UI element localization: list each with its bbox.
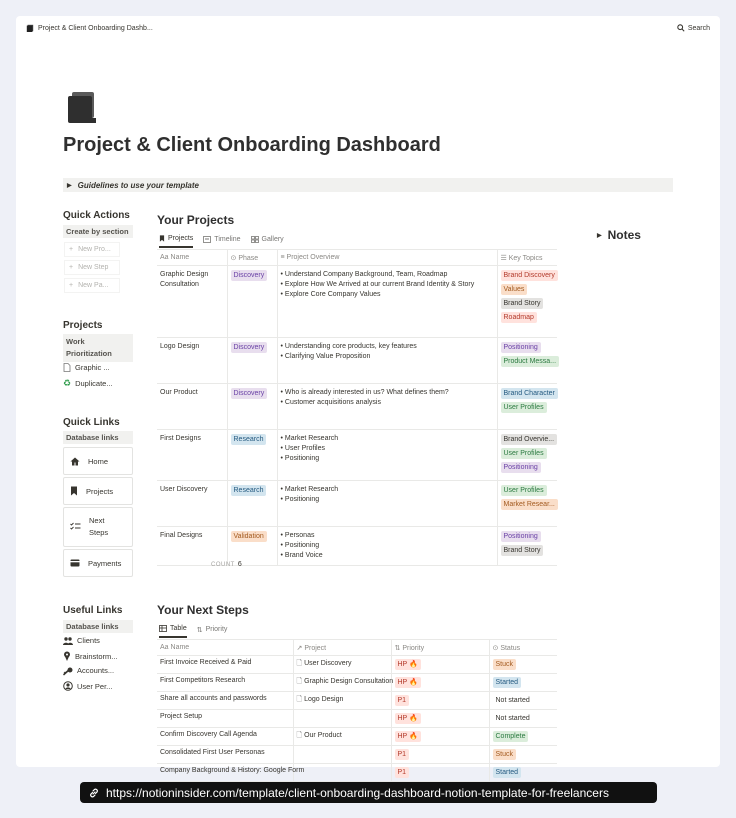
- project-link[interactable]: User Discovery: [304, 660, 352, 667]
- cell-status[interactable]: [489, 656, 557, 674]
- quick-link-projects[interactable]: [63, 477, 133, 505]
- breadcrumb[interactable]: [26, 24, 153, 32]
- guidelines-label: Guidelines to use your template: [77, 180, 199, 190]
- projects-table: [157, 249, 557, 566]
- column-header-status[interactable]: ⊙ Status: [489, 640, 557, 656]
- tag: Research: [231, 485, 267, 496]
- column-label: Phase: [238, 254, 259, 262]
- overview-line: • User Profiles: [280, 445, 325, 452]
- tag: Positioning: [501, 462, 541, 473]
- cell-key-topics[interactable]: [497, 430, 557, 481]
- gallery-icon: [251, 236, 259, 243]
- quick-link-label: Projects: [86, 486, 114, 496]
- document-icon: 🗋: [296, 660, 305, 667]
- quick-link-home[interactable]: [63, 447, 133, 475]
- overview-line: • Explore Core Company Values: [280, 291, 381, 298]
- next-steps-table: [157, 639, 557, 782]
- tag: Values: [501, 284, 528, 295]
- projects-count: [211, 561, 242, 568]
- projects-view-tabs: [159, 235, 284, 248]
- page-logo-icon: [68, 92, 98, 124]
- cell-key-topics[interactable]: [497, 384, 557, 430]
- source-url-banner[interactable]: [80, 782, 657, 803]
- notion-window: [16, 16, 720, 776]
- tab-label: Gallery: [261, 236, 284, 243]
- table-icon: [159, 625, 167, 632]
- overview-line: • Positioning: [280, 455, 320, 462]
- project-name-line: Graphic Design: [160, 271, 209, 278]
- toggle-triangle-icon: ▶: [67, 182, 72, 189]
- topic-list: [501, 388, 555, 416]
- tag: Discovery: [231, 388, 268, 399]
- overview-line: • Explore How We Arrived at our current Brand Identity & Story: [280, 281, 475, 288]
- table-row[interactable]: [157, 746, 557, 764]
- tab-table-view[interactable]: [159, 625, 187, 638]
- tag: Positioning: [501, 531, 541, 542]
- tag: HP 🔥: [395, 677, 421, 688]
- tab-priority-view[interactable]: [197, 625, 228, 638]
- useful-link-accounts[interactable]: [63, 666, 114, 675]
- plus-icon: +: [69, 282, 74, 289]
- tag: Research: [231, 434, 267, 445]
- project-name-line: Logo Design: [160, 343, 200, 350]
- cell-name[interactable]: Confirm Discovery Call Agenda: [157, 728, 293, 746]
- bookmark-icon: [159, 235, 165, 242]
- quick-link-payments[interactable]: [63, 549, 133, 577]
- next-steps-heading: Your Next Steps: [157, 603, 249, 617]
- notes-toggle[interactable]: [597, 228, 641, 242]
- useful-link-user-personas[interactable]: [63, 681, 112, 691]
- column-label: Name: [170, 254, 190, 261]
- tag: Product Messa...: [501, 356, 560, 367]
- search-icon: [677, 24, 685, 32]
- document-icon: [63, 363, 71, 372]
- column-label: Project Overview: [286, 254, 340, 261]
- source-url: https://notioninsider.com/template/client-onboarding-dashboard-notion-template-for-freelancers: [106, 785, 609, 800]
- tag: Started: [493, 767, 522, 778]
- tab-projects-view[interactable]: [159, 235, 193, 248]
- tag: P1: [395, 767, 410, 778]
- quick-actions-sub: Create by section: [63, 225, 133, 238]
- project-link-graphic[interactable]: [63, 363, 110, 372]
- tag: Discovery: [231, 270, 268, 281]
- column-header-project[interactable]: ↗ Project: [293, 640, 391, 656]
- home-icon: [70, 457, 80, 466]
- new-step-label: New Step: [78, 264, 109, 271]
- cell-overview[interactable]: [277, 481, 497, 527]
- overview-line: • Personas: [280, 532, 315, 539]
- tab-label: Projects: [168, 235, 194, 242]
- project-link-label: Graphic ...: [75, 363, 110, 372]
- cell-key-topics[interactable]: [497, 481, 557, 527]
- table-row[interactable]: [157, 656, 557, 674]
- project-link-duplicate[interactable]: [63, 378, 113, 389]
- people-icon: [63, 637, 73, 645]
- tag: Not started: [493, 713, 533, 724]
- cell-overview[interactable]: [277, 430, 497, 481]
- checklist-icon: [70, 522, 81, 532]
- cell-name[interactable]: Share all accounts and passwords: [157, 692, 293, 710]
- tag: Complete: [493, 731, 529, 742]
- project-link-label: Duplicate...: [75, 379, 113, 388]
- column-header-phase[interactable]: ⊙ Phase: [227, 250, 277, 266]
- new-project-button[interactable]: [64, 242, 120, 257]
- cell-name[interactable]: [157, 481, 227, 527]
- cell-project[interactable]: [293, 674, 394, 692]
- column-label: Status: [500, 644, 521, 652]
- project-name-line: Consultation: [160, 281, 199, 288]
- column-label: Name: [170, 644, 190, 651]
- tag: Stuck: [493, 659, 517, 670]
- column-header-name[interactable]: Aa Name: [157, 250, 227, 266]
- cell-status[interactable]: [489, 728, 557, 746]
- tab-timeline-view[interactable]: [203, 235, 240, 248]
- sort-icon: ⇅: [196, 626, 203, 634]
- topic-list: [501, 270, 555, 326]
- table-row[interactable]: [157, 430, 557, 481]
- cell-key-topics[interactable]: [497, 266, 557, 338]
- cell-project[interactable]: [293, 710, 391, 728]
- table-row[interactable]: [157, 710, 557, 728]
- document-icon: 🗋: [296, 696, 305, 703]
- project-link[interactable]: Graphic Design Consultation: [304, 678, 394, 685]
- tab-gallery-view[interactable]: [251, 235, 284, 248]
- quick-links-heading: Quick Links: [63, 417, 120, 428]
- recycle-icon: ♻: [63, 378, 72, 388]
- tag: Not started: [493, 695, 533, 706]
- table-row[interactable]: [157, 728, 557, 746]
- new-payment-button[interactable]: [64, 278, 120, 293]
- cell-project[interactable]: [293, 692, 391, 710]
- tag: Brand Story: [501, 545, 544, 556]
- quick-link-label: Next Steps: [89, 516, 109, 537]
- overview-line: • Clarifying Value Proposition: [280, 353, 371, 360]
- cell-status[interactable]: [489, 692, 557, 710]
- table-row[interactable]: [157, 527, 557, 566]
- table-row[interactable]: [157, 384, 557, 430]
- tag: Stuck: [493, 749, 517, 760]
- work-prioritization-sub: Work Prioritization: [63, 334, 133, 362]
- user-circle-icon: [63, 681, 73, 691]
- cell-priority[interactable]: [391, 710, 489, 728]
- cell-phase[interactable]: [227, 266, 277, 338]
- cell-priority[interactable]: [391, 746, 489, 764]
- projects-table-header: [157, 250, 557, 266]
- cell-phase[interactable]: [227, 481, 277, 527]
- overview-line: • Who is already interested in us? What defines them?: [280, 389, 449, 396]
- useful-link-clients[interactable]: [63, 636, 100, 645]
- cell-project[interactable]: [293, 728, 391, 746]
- cell-priority[interactable]: [391, 728, 489, 746]
- projects-side-heading: Projects: [63, 320, 103, 331]
- tag: Roadmap: [501, 312, 537, 323]
- quick-links-sub: Database links: [63, 431, 133, 444]
- cell-project[interactable]: [293, 656, 391, 674]
- cell-status[interactable]: [489, 746, 557, 764]
- your-projects-heading: Your Projects: [157, 213, 235, 227]
- useful-links-heading: Useful Links: [63, 605, 123, 616]
- breadcrumb-label: Project & Client Onboarding Dashb...: [38, 24, 153, 32]
- cell-overview[interactable]: [277, 527, 497, 566]
- timeline-icon: [203, 236, 211, 243]
- cell-name[interactable]: [157, 430, 227, 481]
- count-label: COUNT: [211, 562, 235, 568]
- count-value: 6: [237, 561, 243, 568]
- overview-line: • Brand Voice: [280, 552, 323, 559]
- table-row[interactable]: [157, 338, 557, 384]
- project-name-line: Our Product: [160, 389, 198, 396]
- search-button[interactable]: [677, 24, 710, 32]
- cell-overview[interactable]: [277, 338, 497, 384]
- table-row[interactable]: [157, 266, 557, 338]
- cell-project[interactable]: [293, 746, 391, 764]
- link-icon: [88, 787, 100, 799]
- overview-line: • Market Research: [280, 486, 339, 493]
- quick-actions-heading: Quick Actions: [63, 210, 130, 221]
- column-header-priority[interactable]: ⇅ Priority: [391, 640, 489, 656]
- new-payment-label: New Pa...: [78, 282, 109, 289]
- cell-name[interactable]: [157, 384, 227, 430]
- new-step-button[interactable]: [64, 260, 120, 275]
- tag: HP 🔥: [395, 713, 421, 724]
- topic-list: [501, 434, 555, 476]
- overview-line: • Positioning: [280, 542, 320, 549]
- plus-icon: +: [69, 264, 74, 271]
- tag: Validation: [231, 531, 267, 542]
- column-label: Project: [304, 644, 327, 652]
- project-name-line: User Discovery: [160, 486, 208, 493]
- new-project-label: New Pro...: [78, 246, 111, 253]
- useful-link-brainstorm[interactable]: [63, 651, 118, 661]
- project-name-line: First Designs: [160, 435, 201, 442]
- tag: HP 🔥: [395, 731, 421, 742]
- card-icon: [70, 559, 80, 567]
- next-steps-view-tabs: [159, 625, 227, 638]
- tag: P1: [395, 749, 410, 760]
- cell-priority[interactable]: [391, 692, 489, 710]
- overview-line: • Positioning: [280, 496, 320, 503]
- cell-name[interactable]: Company Background & History: Google Form: [157, 764, 293, 782]
- useful-link-label: Brainstorm...: [75, 651, 118, 661]
- column-header-name[interactable]: Aa Name: [157, 640, 293, 656]
- project-name-line: Final Designs: [160, 532, 203, 539]
- document-icon: 🗋: [296, 678, 305, 685]
- cell-phase[interactable]: [227, 338, 277, 384]
- cell-priority[interactable]: [391, 656, 489, 674]
- cell-name[interactable]: [157, 266, 227, 338]
- cell-overview[interactable]: [277, 384, 497, 430]
- overview-line: • Understanding core products, key features: [280, 343, 417, 350]
- topic-list: [501, 531, 555, 559]
- table-row[interactable]: [157, 692, 557, 710]
- tag: User Profiles: [501, 485, 547, 496]
- cell-name[interactable]: First Competitors Research: [157, 674, 293, 692]
- key-icon: [63, 667, 73, 675]
- project-link[interactable]: Our Product: [304, 732, 342, 739]
- column-label: Priority: [402, 644, 425, 652]
- tag: User Profiles: [501, 448, 547, 459]
- guidelines-toggle[interactable]: [63, 178, 673, 192]
- tag: Brand Character: [501, 388, 558, 399]
- column-header-overview[interactable]: ≡ Project Overview: [277, 250, 497, 266]
- cell-name[interactable]: Consolidated First User Personas: [157, 746, 293, 764]
- cell-priority[interactable]: [391, 764, 489, 782]
- cell-status[interactable]: [489, 710, 557, 728]
- document-icon: 🗋: [296, 732, 305, 739]
- page-title: Project & Client Onboarding Dashboard: [63, 134, 441, 156]
- tag: HP 🔥: [395, 659, 421, 670]
- table-row[interactable]: [157, 764, 557, 782]
- cell-name[interactable]: Project Setup: [157, 710, 293, 728]
- quick-link-next-steps[interactable]: [63, 507, 133, 547]
- tab-label: Priority: [205, 626, 228, 633]
- cell-status[interactable]: [489, 674, 557, 692]
- tag: P1: [395, 695, 410, 706]
- tag: Started: [493, 677, 522, 688]
- cell-phase[interactable]: [227, 430, 277, 481]
- plus-icon: +: [69, 246, 74, 253]
- tab-label: Table: [170, 625, 187, 632]
- cell-name[interactable]: [157, 527, 227, 566]
- cell-phase[interactable]: [227, 527, 277, 566]
- notes-heading: Notes: [607, 228, 641, 242]
- pin-icon: [63, 651, 71, 661]
- top-bar: [16, 16, 720, 42]
- tag: Brand Overvie...: [501, 434, 558, 445]
- useful-link-label: Accounts...: [77, 666, 115, 675]
- cell-name[interactable]: [157, 338, 227, 384]
- column-label: Key Topics: [508, 254, 543, 262]
- useful-link-label: User Per...: [77, 681, 113, 691]
- useful-links-sub: Database links: [63, 620, 133, 633]
- cell-phase[interactable]: [227, 384, 277, 430]
- quick-link-label: Payments: [88, 558, 122, 568]
- overview-line: • Customer acquisitions analysis: [280, 399, 381, 406]
- cell-key-topics[interactable]: [497, 338, 557, 384]
- page-icon: [26, 24, 34, 32]
- cell-status[interactable]: [489, 764, 557, 782]
- tag: Brand Discovery: [501, 270, 558, 281]
- table-row[interactable]: [157, 481, 557, 527]
- overview-line: • Understand Company Background, Team, Roadmap: [280, 271, 448, 278]
- tab-label: Timeline: [214, 236, 241, 243]
- cell-project[interactable]: [293, 764, 391, 782]
- tag: Discovery: [231, 342, 268, 353]
- toggle-triangle-icon: ▶: [597, 232, 602, 239]
- bookmark-icon: [70, 486, 78, 496]
- topic-list: [501, 342, 555, 370]
- next-steps-table-header: [157, 640, 557, 656]
- column-header-key-topics[interactable]: ☰ Key Topics: [497, 250, 557, 266]
- tag: Brand Story: [501, 298, 544, 309]
- tag: Market Resear...: [501, 499, 558, 510]
- cell-priority[interactable]: [391, 674, 489, 692]
- topic-list: [501, 485, 555, 513]
- cell-overview[interactable]: [277, 266, 497, 338]
- tag: User Profiles: [501, 402, 547, 413]
- cell-name[interactable]: First Invoice Received & Paid: [157, 656, 293, 674]
- useful-link-label: Clients: [77, 636, 100, 645]
- tag: Positioning: [501, 342, 541, 353]
- search-label: Search: [687, 24, 710, 32]
- project-link[interactable]: Logo Design: [304, 696, 344, 703]
- table-row[interactable]: [157, 674, 557, 692]
- overview-line: • Market Research: [280, 435, 339, 442]
- cell-key-topics[interactable]: [497, 527, 557, 566]
- quick-link-label: Home: [88, 456, 109, 466]
